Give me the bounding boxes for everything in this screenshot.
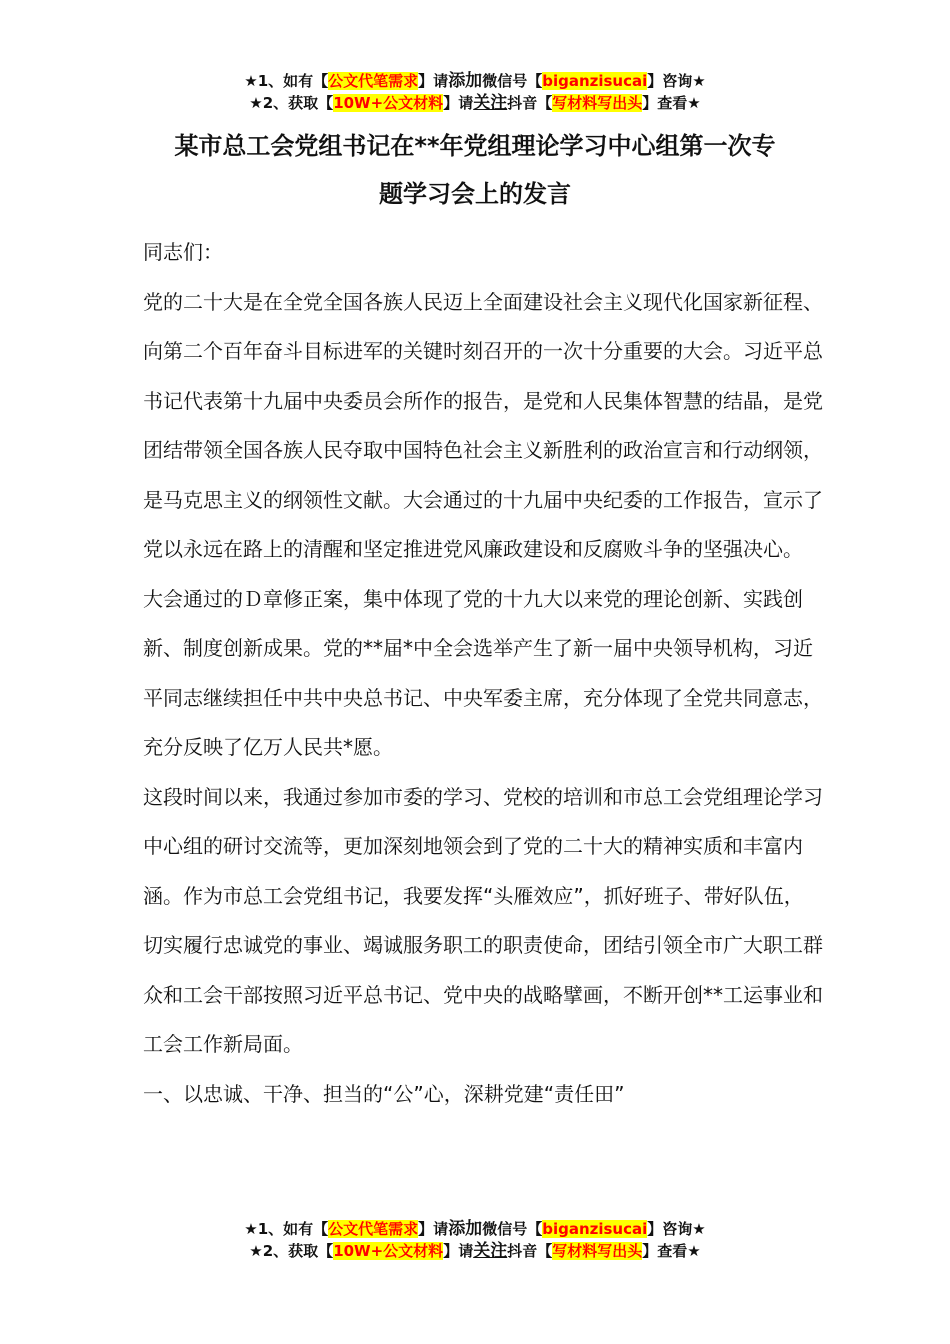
highlight-materials: 10W+公文材料	[333, 94, 444, 112]
banner-line-1: ★1、如有【公文代笔需求】请添加微信号【biganzisucai】咨询★	[244, 1219, 706, 1239]
paragraph: 这段时间以来，我通过参加市委的学习、党校的培训和市总工会党组理论学习中心组的研讨交流等，更加深刻地领会到了党的二十大的精神实质和丰富内涵。作为市总工会党组书记，我要发挥“头雁效应”，抓好班子、带好队伍，切实履行忠诚党的事业、竭诚服务职工的职责使命，团结引领全市广大职工群众和工会干部按照习近平总书记、党中央的战略擘画，不断开创**工运事业和工会工作新局面。	[143, 784, 823, 1056]
banner-line-2: ★2、获取【10W+公文材料】请关注抖音【写材料写出头】查看★	[249, 93, 701, 113]
title-line-1: 某市总工会党组书记在**年党组理论学习中心组第一次专	[174, 132, 776, 160]
bottom-banner	[0, 1218, 950, 1262]
banner-line-2: ★2、获取【10W+公文材料】请关注抖音【写材料写出头】查看★	[249, 1241, 701, 1261]
document-title	[120, 122, 830, 218]
highlight-douyin-id: 写材料写出头	[552, 1242, 643, 1260]
salutation: 同志们：	[143, 240, 223, 264]
section-heading: 一、以忠诚、干净、担当的“公”心，深耕党建“责任田”	[143, 1081, 625, 1106]
highlight-douyin-id: 写材料写出头	[552, 94, 643, 112]
highlight-service: 公文代笔需求	[328, 1220, 419, 1238]
paragraph: 大会通过的Ｄ章修正案，集中体现了党的十九大以来党的理论创新、实践创新、制度创新成果。党的**届*中全会选举产生了新一届中央领导机构，习近平同志继续担任中共中央总书记、中央军委主席，充分体现了全党共同意志，充分反映了亿万人民共*愿。	[143, 586, 823, 759]
title-line-2: 题学习会上的发言	[379, 180, 571, 208]
document-body	[143, 228, 823, 1119]
highlight-materials: 10W+公文材料	[333, 1242, 444, 1260]
top-banner	[0, 70, 950, 114]
banner-line-1: ★1、如有【公文代笔需求】请添加微信号【biganzisucai】咨询★	[244, 71, 706, 91]
paragraph: 党的二十大是在全党全国各族人民迈上全面建设社会主义现代化国家新征程、向第二个百年奋斗目标进军的关键时刻召开的一次十分重要的大会。习近平总书记代表第十九届中央委员会所作的报告，是党和人民集体智慧的结晶，是党团结带领全国各族人民夺取中国特色社会主义新胜利的政治宣言和行动纲领，是马克思主义的纲领性文献。大会通过的十九届中央纪委的工作报告，宣示了党以永远在路上的清醒和坚定推进党风廉政建设和反腐败斗争的坚强决心。	[143, 289, 823, 561]
highlight-service: 公文代笔需求	[328, 72, 419, 90]
highlight-wechat-id: biganzisucai	[542, 1220, 648, 1238]
highlight-wechat-id: biganzisucai	[542, 72, 648, 90]
